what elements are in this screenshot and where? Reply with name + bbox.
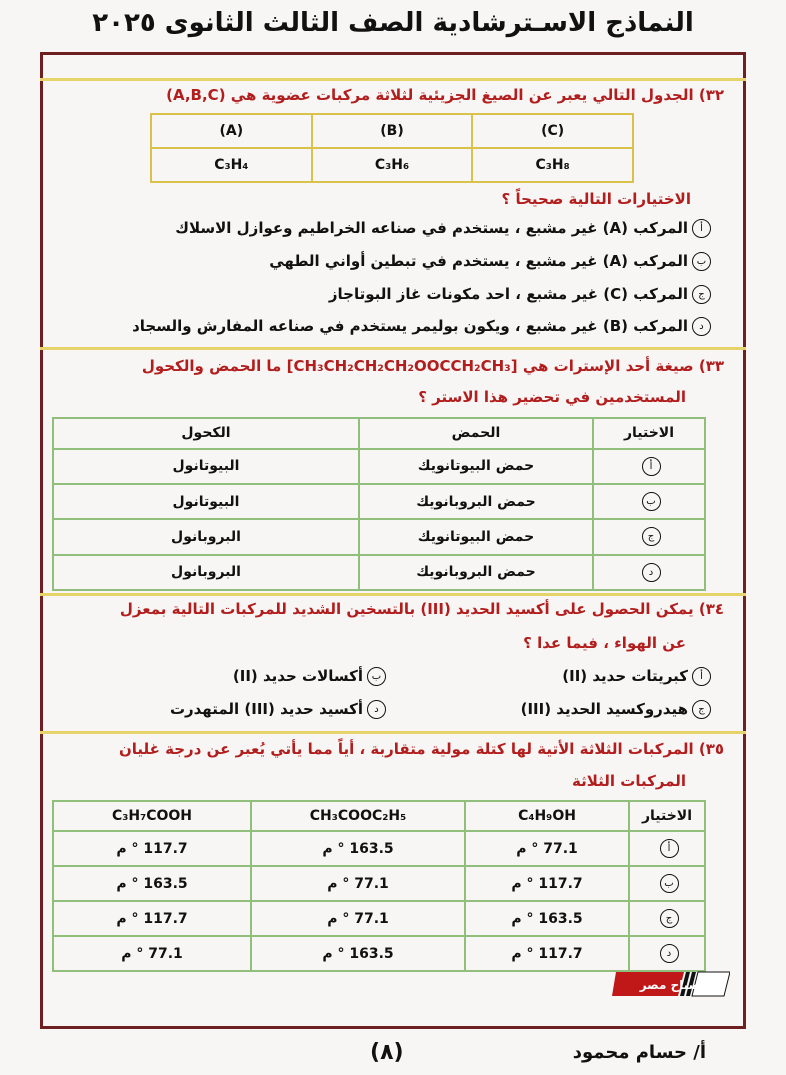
bottom-border [40,1026,746,1029]
q35-header-butanol: C₄H₉OH [465,801,629,831]
q35-question-cont: المركبات الثلاثة [572,772,686,790]
divider-q35 [40,731,746,734]
author-name: أ/ حسام محمود [572,1042,706,1063]
left-border [40,52,43,1028]
option-number: ب [642,492,661,511]
q32-question: ٣٢) الجدول التالي يعبر عن الصيغ الجزيئية لثلاثة مركبات عضوية هي (A,B,C) [166,86,724,104]
q34-option-2[interactable] [233,667,386,686]
q35-bp-butanol: 77.1 ° م [465,831,629,866]
watermark-text: صباح مصر [639,978,701,992]
q32-value-b: C₃H₆ [312,148,473,182]
table-row[interactable] [53,484,705,519]
q35-header-choice: الاختيار [629,801,705,831]
q32-value-c: C₃H₈ [472,148,633,182]
table-row[interactable] [53,519,705,554]
option-text: المركب (C) غير مشبع ، احد مكونات غاز البوتاجاز [328,285,688,303]
option-number: ج [692,285,711,304]
option-text: المركب (A) غير مشبع ، يستخدم في تبطين أواني الطهي [269,252,688,270]
option-text: أكسالات حديد (II) [232,667,363,685]
q33-acid: حمض البروبانويك [359,484,593,519]
option-text: المركب (A) غير مشبع ، يستخدم في صناعه الخراطيم وعوازل الاسلاك [175,219,688,237]
watermark-logo [612,970,730,998]
q32-value-a: C₃H₄ [151,148,312,182]
table-row[interactable] [53,449,705,484]
table-row[interactable] [53,936,705,971]
q34-option-4[interactable] [170,700,386,719]
top-border [40,52,746,55]
table-row[interactable] [53,555,705,590]
q33-alcohol: البروبانول [53,519,359,554]
q32-header-b: (B) [312,114,473,148]
option-number: ج [692,700,711,719]
q33-alcohol: البيوتانول [53,449,359,484]
q35-bp-ester: 163.5 ° م [251,936,465,971]
divider-q33 [40,347,746,350]
option-number: أ [692,667,711,686]
q34-question-cont: عن الهواء ، فيما عدا ؟ [523,634,686,652]
option-number: ب [692,252,711,271]
q33-question-cont: المستخدمين في تحضير هذا الاستر ؟ [418,388,686,406]
q35-bp-ester: 77.1 ° م [251,866,465,901]
q33-alcohol: البروبانول [53,555,359,590]
q32-header-a: (A) [151,114,312,148]
q33-acid: حمض البيوتانويك [359,449,593,484]
q35-bp-acid: 163.5 ° م [53,866,251,901]
q34-option-1[interactable] [562,667,711,686]
option-text: أكسيد حديد (III) المتهدرت [169,700,363,718]
option-number: أ [660,839,679,858]
option-text: المركب (B) غير مشبع ، ويكون بوليمر يستخدم في صناعه المفارش والسجاد [132,317,688,335]
q32-option-3[interactable] [329,285,711,304]
q33-acid: حمض البروبانويك [359,555,593,590]
page-number: (٨) [370,1040,404,1065]
option-number: د [367,700,386,719]
q35-bp-butanol: 117.7 ° م [465,866,629,901]
option-number: أ [692,219,711,238]
option-number: د [642,563,661,582]
option-number: د [660,944,679,963]
divider-q34 [40,593,746,596]
q32-prompt: الاختيارات التالية صحيحاً ؟ [501,190,691,208]
q32-option-2[interactable] [269,252,711,271]
q33-header-alcohol: الكحول [53,418,359,449]
q35-bp-acid: 117.7 ° م [53,901,251,936]
divider-q32 [40,78,746,81]
q33-question: ٣٣) صيغة أحد الإسترات هي [CH₃CH₂CH₂CH₂OOCCH₂CH₃] ما الحمض والكحول [141,357,724,375]
option-number: أ [642,457,661,476]
q35-bp-ester: 77.1 ° م [251,901,465,936]
q32-option-4[interactable] [132,317,711,336]
page-title: النماذج الاسـترشادية الصف الثالث الثانوى ٢٠٢٥ [92,8,694,38]
q35-header-acid: C₃H₇COOH [53,801,251,831]
q33-alcohol: البيوتانول [53,484,359,519]
table-row[interactable] [53,866,705,901]
option-number: ب [367,667,386,686]
table-row[interactable] [53,901,705,936]
q35-table [52,800,706,972]
q34-question: ٣٤) يمكن الحصول على أكسيد الحديد (III) بالتسخين الشديد للمركبات التالية بمعزل [119,600,724,618]
option-number: ب [660,874,679,893]
q35-bp-butanol: 117.7 ° م [465,936,629,971]
option-number: ج [660,909,679,928]
q35-bp-ester: 163.5 ° م [251,831,465,866]
option-number: ج [642,527,661,546]
q33-acid: حمض البيوتانويك [359,519,593,554]
q32-table [150,113,634,183]
q35-bp-butanol: 163.5 ° م [465,901,629,936]
q32-header-c: (C) [472,114,633,148]
q35-question: ٣٥) المركبات الثلاثة الأتية لها كتلة مولية متقاربة ، أياً مما يأتي يُعبر عن درجة غليان [119,740,724,758]
right-border [743,52,746,1028]
option-text: هيدروكسيد الحديد (III) [520,700,688,718]
option-text: كبريتات حديد (II) [562,667,688,685]
q32-option-1[interactable] [175,219,711,238]
q35-bp-acid: 77.1 ° م [53,936,251,971]
option-number: د [692,317,711,336]
q34-option-3[interactable] [521,700,711,719]
q33-header-choice: الاختيار [593,418,705,449]
q35-header-ester: CH₃COOC₂H₅ [251,801,465,831]
table-row[interactable] [53,831,705,866]
q33-header-acid: الحمض [359,418,593,449]
q35-bp-acid: 117.7 ° م [53,831,251,866]
q33-table [52,417,706,591]
